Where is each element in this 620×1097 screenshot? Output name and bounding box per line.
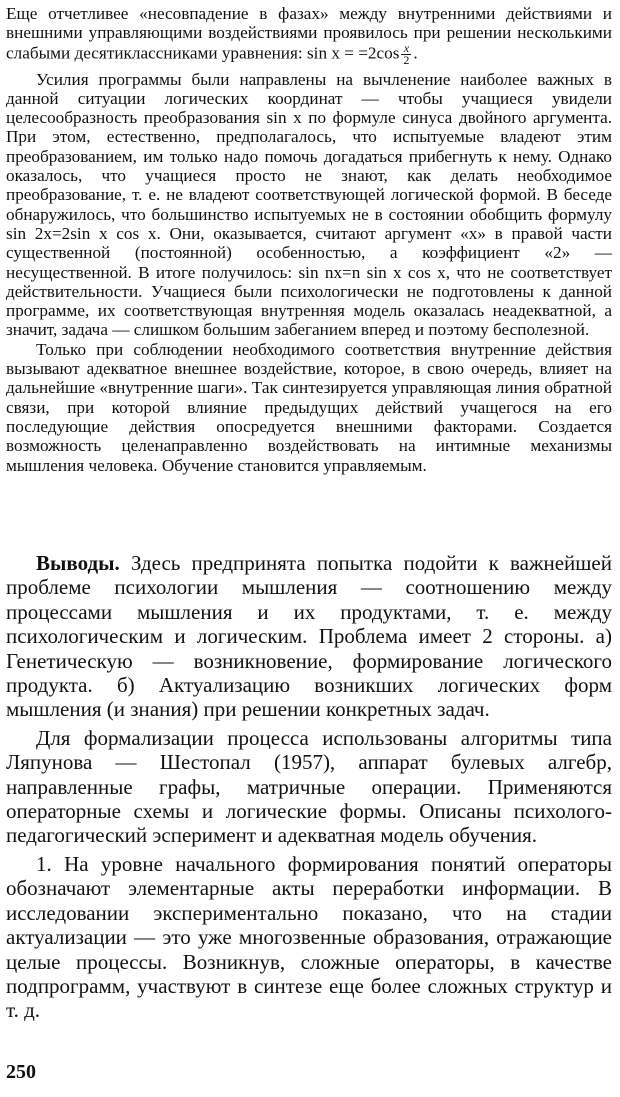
conclusions-heading: Выводы. (36, 551, 120, 575)
conclusions-block (6, 551, 612, 1023)
paragraph-program-efforts: Усилия программы были направлены на вычленение наиболее важных в данной ситуации логических координат — чтобы учащиеся увидели целесообразность преобразования sin x по формуле синуса двойного аргумента. При этом, естественно, предполагалось, что испытуемые владеют этим преобразованием, им только надо помочь догадаться прибегнуть к нему. Однако оказалось, что учащиеся просто не знают, как делать необходимое преобразование, т. е. не владеют соответствующей логической формой. В беседе обнаружилось, что большинство испытуемых не в состоянии обобщить формулу sin 2x=2sin x cos x. Они, оказывается, считают аргумент «x» в правой части существенной (постоянной) особенностью, а коэффициент «2» — несущественной. В итоге получилось: sin nx=n sin x cos x, что не соответствует действительности. Учащиеся были психологически не подготовлены к данной программе, их соответствующая внутренняя модель оказалась неадекватной, а значит, задача — слишком большим забеганием вперед и поэтому бесполезной. (6, 69, 612, 340)
paragraph-point-1: 1. На уровне начального формирования понятий операторы обозначают элементарные акты переработки информации. В исследовании экспериментально показано, что на стадии актуализации — это уже многозвенные образования, отражающие целые процессы. Возникнув, сложные операторы, в качестве подпрограмм, участвуют в синтезе еще более сложных структур и т. д. (6, 851, 612, 1023)
page-number: 250 (6, 1061, 36, 1083)
fraction-x-over-2: $\frac{x}{2}$ (403, 40, 410, 67)
small-print-block (6, 4, 612, 475)
paragraph-formalization: Для формализации процесса использованы алгоритмы типа Ляпунова — Шестопал (1957), аппарат булевых алгебр, направленные графы, матричные операции. Применяются операторные схемы и логические формы. Описаны психолого-педагогический эсперимент и адекватная модель обучения. (6, 725, 612, 848)
paragraph-conclusions: Выводы. Здесь предпринята попытка подойти к важнейшей проблеме психологии мышления — соотношению между процессами мышления и их продуктами, т. е. между психологическим и логическим. Проблема имеет 2 стороны. а) Генетическую — возникновение, формирование логического продукта. б) Актуализацию возникших логических форм мышления (и знания) при решении конкретных задач. (6, 551, 612, 722)
paragraph-equation-example: Еще отчетливее «несовпадение в фазах» между внутренними действиями и внешними управляющими воздействиями проявилось при решении несколькими слабыми десятиклассниками уравнения: sin x = =2cos $\frac{x}{2}$ . (6, 4, 612, 67)
paragraph-correspondence: Только при соблюдении необходимого соответствия внутренние действия вызывают адекватное внешнее воздействие, которое, в свою очередь, влияет на дальнейшие «внутренние шаги». Так синтезируется управляющая линия обратной связи, при которой влияние предыдущих действий учащегося на его последующие действия опосредуется внешними факторами. Создается возможность целенаправленно воздействовать на интимные механизмы мышления человека. Обучение становится управляемым. (6, 339, 612, 475)
